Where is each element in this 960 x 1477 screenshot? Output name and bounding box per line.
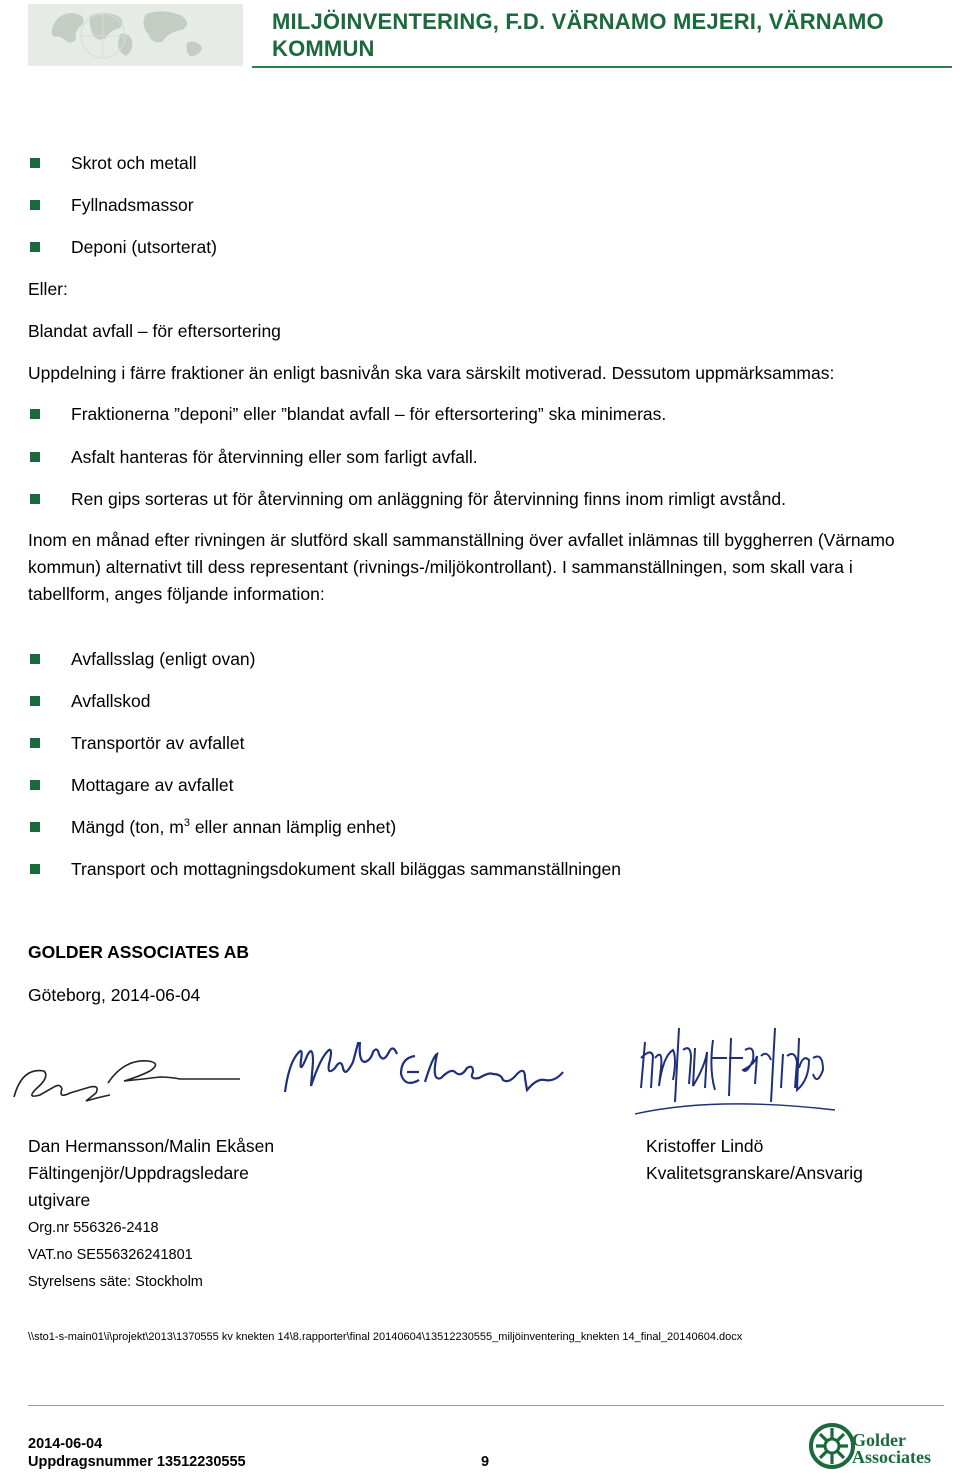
bullet-icon [30, 242, 40, 252]
list-item: Deponi (utsorterat) [71, 237, 217, 257]
signatory-left-role2: utgivare [28, 1190, 91, 1210]
signatory-right-role: Kvalitetsgranskare/Ansvarig [646, 1163, 863, 1183]
list-item-mangd [71, 816, 396, 838]
org-number: Org.nr 556326-2418 [28, 1220, 159, 1236]
place-date: Göteborg, 2014-06-04 [28, 985, 201, 1005]
footer-uppdragsnummer: Uppdragsnummer 13512230555 [28, 1454, 246, 1470]
uppdelning-text: Uppdelning i färre fraktioner än enligt basnivån ska vara särskilt motiverad. Dessutom uppmärksammas: [28, 363, 835, 383]
vat-number: VAT.no SE556326241801 [28, 1247, 193, 1263]
signature-malin-ekasen [275, 1042, 585, 1107]
bullet-icon [30, 200, 40, 210]
bullet-icon [30, 864, 40, 874]
bullet-icon [30, 409, 40, 419]
list-item: Ren gips sorteras ut för återvinning om anläggning för återvinning finns inom rimligt avstånd. [71, 489, 786, 509]
header-rule [252, 66, 952, 68]
header-world-map-logo [28, 4, 243, 66]
styrelsens-sate: Styrelsens säte: Stockholm [28, 1274, 203, 1290]
list-item: Fyllnadsmassor [71, 195, 194, 215]
mangd-sup: 3 [183, 817, 190, 830]
bullet-icon [30, 738, 40, 748]
list-item: Transport och mottagningsdokument skall biläggas sammanställningen [71, 859, 621, 879]
list-item: Transportör av avfallet [71, 733, 245, 753]
mangd-before: Mängd (ton, m [71, 817, 184, 837]
bullet-icon [30, 696, 40, 706]
page-number: 9 [481, 1454, 490, 1470]
bullet-icon [30, 494, 40, 504]
signatory-left-role: Fältingenjör/Uppdragsledare [28, 1163, 249, 1183]
bullet-icon [30, 158, 40, 168]
bullet-icon [30, 654, 40, 664]
list-item: Asfalt hanteras för återvinning eller som farligt avfall. [71, 447, 478, 467]
bullet-icon [30, 822, 40, 832]
footer-date: 2014-06-04 [28, 1436, 103, 1452]
inom-paragraph: Inom en månad efter rivningen är slutförd skall sammanställning över avfallet inlämnas till byggherren (Värnamo kommun) alternativt till dess representant (rivnings-/miljökontrollant). I sammanställningen, som skall vara i tabellform, anges följande information: [28, 530, 895, 604]
bullet-icon [30, 452, 40, 462]
mangd-after: eller annan lämplig enhet) [189, 817, 397, 837]
footer-rule [28, 1405, 944, 1406]
list-item: Skrot och metall [71, 153, 197, 173]
signature-kristoffer-lindo [635, 1018, 845, 1123]
list-item: Mottagare av avfallet [71, 775, 234, 795]
eller-label: Eller: [28, 279, 68, 299]
list-item: Avfallsslag (enligt ovan) [71, 649, 256, 669]
signature-dan-hermansson [8, 1055, 258, 1115]
signatory-right-name: Kristoffer Lindö [646, 1136, 764, 1156]
document-title: MILJÖINVENTERING, F.D. VÄRNAMO MEJERI, VÄRNAMO KOMMUN [272, 9, 884, 61]
golder-logo-text: Golder Associates [852, 1430, 931, 1467]
file-path: \\sto1-s-main01\i\projekt\2013\1370555 kv knekten 14\8.rapporter\final 20140604\13512230555_miljöinventering_knekten 14_final_20140604.docx [28, 1331, 743, 1343]
company-name: GOLDER ASSOCIATES AB [28, 942, 250, 962]
signatory-left-names: Dan Hermansson/Malin Ekåsen [28, 1136, 275, 1156]
bullet-icon [30, 780, 40, 790]
list-item: Avfallskod [71, 691, 151, 711]
list-item: Fraktionerna ”deponi” eller ”blandat avfall – för eftersortering” ska minimeras. [71, 404, 667, 424]
blandat-text: Blandat avfall – för eftersortering [28, 321, 281, 341]
